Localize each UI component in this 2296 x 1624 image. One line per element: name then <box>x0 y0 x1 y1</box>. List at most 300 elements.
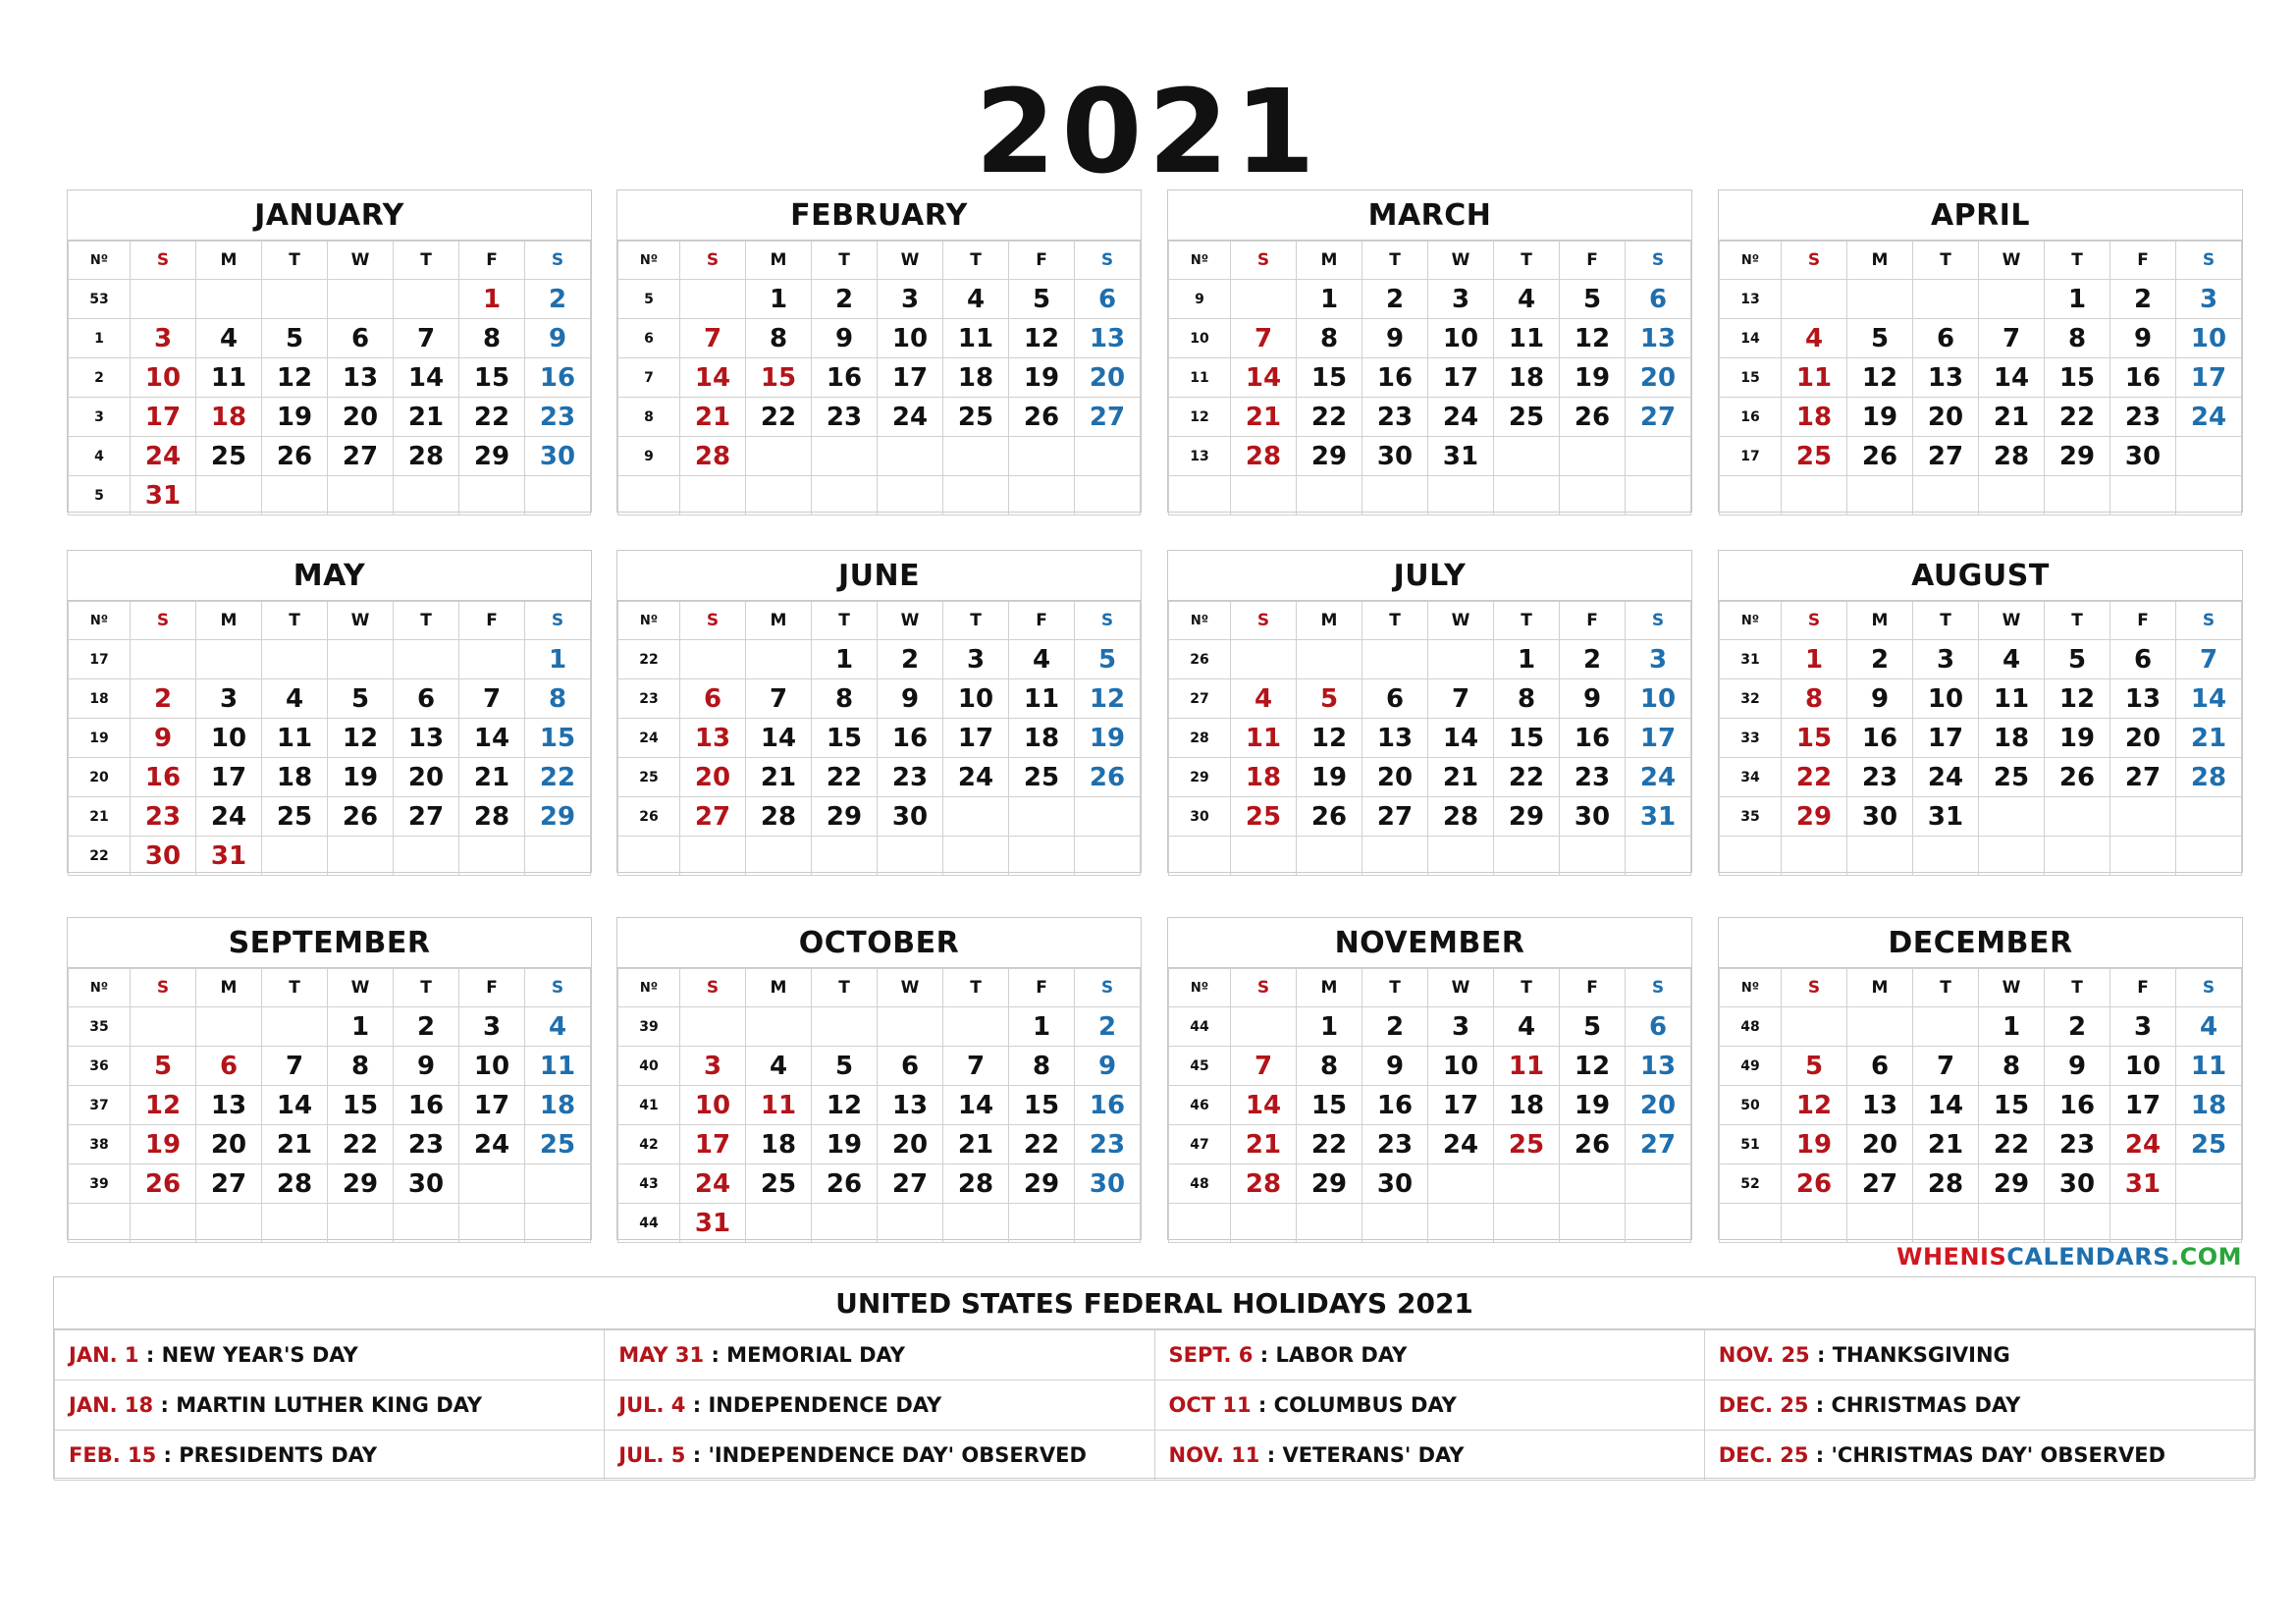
holiday-separator: : <box>1808 1443 1832 1467</box>
day-cell: 6 <box>328 319 394 358</box>
empty-cell <box>1075 797 1141 837</box>
weekday-header: S <box>1626 969 1691 1007</box>
weekday-header: M <box>196 602 262 640</box>
empty-cell <box>1847 280 1913 319</box>
day-cell: 24 <box>131 437 196 476</box>
day-cell: 18 <box>746 1125 812 1164</box>
weekday-header: F <box>1560 969 1626 1007</box>
week-number: 52 <box>1720 1164 1782 1204</box>
day-cell: 10 <box>2176 319 2242 358</box>
day-cell: 16 <box>878 719 943 758</box>
holiday-name: PRESIDENTS DAY <box>179 1443 378 1467</box>
day-cell: 26 <box>1782 1164 1847 1204</box>
day-cell: 22 <box>812 758 878 797</box>
empty-cell <box>1362 1204 1428 1243</box>
day-cell: 30 <box>2110 437 2176 476</box>
brand-logo[interactable] <box>1896 1239 2243 1274</box>
week-number: 42 <box>618 1125 680 1164</box>
weekday-header: T <box>1362 242 1428 280</box>
empty-cell <box>878 476 943 515</box>
weekday-header: F <box>459 969 525 1007</box>
weekday-header: T <box>262 602 328 640</box>
day-cell: 2 <box>394 1007 459 1047</box>
week-row <box>1169 1204 1691 1243</box>
empty-cell <box>812 476 878 515</box>
day-cell: 10 <box>459 1047 525 1086</box>
day-cell: 3 <box>1626 640 1691 679</box>
day-cell: 20 <box>1626 358 1691 398</box>
holiday-separator: : <box>1808 1393 1832 1417</box>
day-cell: 4 <box>196 319 262 358</box>
day-cell: 29 <box>812 797 878 837</box>
day-cell: 6 <box>1075 280 1141 319</box>
day-cell: 29 <box>1782 797 1847 837</box>
day-cell: 9 <box>394 1047 459 1086</box>
holiday-date: JUL. 5 <box>618 1443 686 1467</box>
day-cell: 21 <box>1979 398 2045 437</box>
empty-cell <box>680 837 746 876</box>
holiday-date: JUL. 4 <box>618 1393 686 1417</box>
day-cell: 24 <box>2110 1125 2176 1164</box>
weekday-header: W <box>328 242 394 280</box>
month-grid <box>1168 241 1691 515</box>
day-cell: 9 <box>2110 319 2176 358</box>
day-cell: 21 <box>680 398 746 437</box>
day-cell: 26 <box>2045 758 2110 797</box>
day-cell: 25 <box>196 437 262 476</box>
day-cell: 5 <box>1009 280 1075 319</box>
day-cell: 24 <box>943 758 1009 797</box>
day-cell: 16 <box>812 358 878 398</box>
day-cell: 7 <box>943 1047 1009 1086</box>
day-cell: 1 <box>328 1007 394 1047</box>
day-cell: 28 <box>680 437 746 476</box>
day-cell: 9 <box>1362 319 1428 358</box>
empty-cell <box>746 1007 812 1047</box>
day-cell: 14 <box>394 358 459 398</box>
day-cell: 10 <box>1913 679 1979 719</box>
empty-cell <box>746 476 812 515</box>
week-row <box>618 679 1141 719</box>
week-number: 22 <box>69 837 131 876</box>
day-cell: 19 <box>328 758 394 797</box>
weekday-header: S <box>1782 969 1847 1007</box>
day-cell: 2 <box>525 280 591 319</box>
day-cell: 30 <box>1847 797 1913 837</box>
weekday-header: M <box>1847 242 1913 280</box>
week-number: 41 <box>618 1086 680 1125</box>
weekday-header: M <box>746 242 812 280</box>
day-cell: 10 <box>943 679 1009 719</box>
empty-cell <box>1297 837 1362 876</box>
day-cell: 15 <box>1782 719 1847 758</box>
week-number: 25 <box>618 758 680 797</box>
weekday-header: S <box>1782 242 1847 280</box>
weekday-header: S <box>525 602 591 640</box>
week-number: 11 <box>1169 358 1231 398</box>
day-cell: 3 <box>459 1007 525 1047</box>
empty-cell <box>1782 476 1847 515</box>
week-row <box>1169 1164 1691 1204</box>
day-cell: 27 <box>1075 398 1141 437</box>
weekday-header: T <box>394 969 459 1007</box>
empty-cell <box>1231 1007 1297 1047</box>
day-cell: 8 <box>1297 1047 1362 1086</box>
day-cell: 30 <box>1560 797 1626 837</box>
month-title: JUNE <box>617 551 1141 601</box>
day-cell: 8 <box>812 679 878 719</box>
empty-cell <box>328 1204 394 1243</box>
week-row <box>69 837 591 876</box>
day-cell: 4 <box>1494 280 1560 319</box>
day-cell: 29 <box>1494 797 1560 837</box>
day-cell: 6 <box>2110 640 2176 679</box>
week-row <box>69 280 591 319</box>
day-cell: 14 <box>943 1086 1009 1125</box>
month-november <box>1167 917 1692 1240</box>
day-cell: 4 <box>943 280 1009 319</box>
week-number <box>1720 1204 1782 1243</box>
day-cell: 23 <box>878 758 943 797</box>
holiday-separator: : <box>1809 1343 1833 1367</box>
day-cell: 22 <box>1782 758 1847 797</box>
day-cell: 15 <box>1297 358 1362 398</box>
week-row <box>618 640 1141 679</box>
holiday-separator: : <box>685 1443 709 1467</box>
day-cell: 18 <box>262 758 328 797</box>
day-cell: 29 <box>1979 1164 2045 1204</box>
day-cell: 13 <box>1626 319 1691 358</box>
month-title: MAY <box>68 551 591 601</box>
empty-cell <box>2110 1204 2176 1243</box>
week-number: 19 <box>69 719 131 758</box>
holiday-separator: : <box>1253 1343 1276 1367</box>
week-number: 35 <box>69 1007 131 1047</box>
empty-cell <box>2045 797 2110 837</box>
day-cell: 18 <box>2176 1086 2242 1125</box>
week-row <box>1169 476 1691 515</box>
empty-cell <box>1009 837 1075 876</box>
week-number: 30 <box>1169 797 1231 837</box>
empty-cell <box>746 1204 812 1243</box>
day-cell: 15 <box>812 719 878 758</box>
day-cell: 3 <box>680 1047 746 1086</box>
week-number-header: Nº <box>618 602 680 640</box>
week-number: 48 <box>1169 1164 1231 1204</box>
weekday-header: M <box>746 602 812 640</box>
empty-cell <box>459 640 525 679</box>
day-cell: 22 <box>328 1125 394 1164</box>
month-grid <box>617 601 1141 876</box>
empty-cell <box>1913 1204 1979 1243</box>
day-cell: 8 <box>1297 319 1362 358</box>
empty-cell <box>1362 837 1428 876</box>
empty-cell <box>1782 280 1847 319</box>
day-cell: 22 <box>1494 758 1560 797</box>
day-cell: 13 <box>680 719 746 758</box>
holiday-name: CHRISTMAS DAY <box>1831 1393 2021 1417</box>
week-row <box>1720 1204 2242 1243</box>
day-cell: 18 <box>1231 758 1297 797</box>
weekday-header-row <box>618 242 1141 280</box>
holiday-separator: : <box>138 1343 162 1367</box>
day-cell: 27 <box>1913 437 1979 476</box>
day-cell: 18 <box>1494 1086 1560 1125</box>
day-cell: 3 <box>196 679 262 719</box>
week-number: 5 <box>69 476 131 515</box>
day-cell: 16 <box>1075 1086 1141 1125</box>
week-number: 35 <box>1720 797 1782 837</box>
weekday-header: T <box>2045 602 2110 640</box>
month-title: JULY <box>1168 551 1691 601</box>
weekday-header: F <box>1009 242 1075 280</box>
day-cell: 30 <box>131 837 196 876</box>
week-row <box>1720 319 2242 358</box>
day-cell: 12 <box>1782 1086 1847 1125</box>
day-cell: 11 <box>1494 1047 1560 1086</box>
day-cell: 27 <box>680 797 746 837</box>
week-row <box>69 1007 591 1047</box>
weekday-header: T <box>262 242 328 280</box>
week-row <box>618 476 1141 515</box>
day-cell: 18 <box>943 358 1009 398</box>
day-cell: 22 <box>2045 398 2110 437</box>
month-title: APRIL <box>1719 190 2242 241</box>
weekday-header: M <box>1847 602 1913 640</box>
week-row <box>618 837 1141 876</box>
empty-cell <box>1231 837 1297 876</box>
weekday-header: T <box>1913 602 1979 640</box>
weekday-header: T <box>943 969 1009 1007</box>
holiday-name: 'CHRISTMAS DAY' OBSERVED <box>1831 1443 2166 1467</box>
day-cell: 2 <box>1847 640 1913 679</box>
day-cell: 13 <box>328 358 394 398</box>
empty-cell <box>328 837 394 876</box>
weekday-header: W <box>878 602 943 640</box>
day-cell: 24 <box>2176 398 2242 437</box>
day-cell: 6 <box>394 679 459 719</box>
day-cell: 16 <box>2045 1086 2110 1125</box>
day-cell: 11 <box>196 358 262 398</box>
weekday-header: F <box>459 602 525 640</box>
empty-cell <box>1494 1204 1560 1243</box>
week-row <box>618 319 1141 358</box>
day-cell: 9 <box>2045 1047 2110 1086</box>
day-cell: 16 <box>1560 719 1626 758</box>
week-row <box>618 719 1141 758</box>
empty-cell <box>196 1007 262 1047</box>
holiday-entry <box>1704 1431 2254 1481</box>
day-cell: 9 <box>525 319 591 358</box>
day-cell: 5 <box>262 319 328 358</box>
week-number: 8 <box>618 398 680 437</box>
day-cell: 4 <box>1494 1007 1560 1047</box>
weekday-header: W <box>328 602 394 640</box>
day-cell: 22 <box>525 758 591 797</box>
empty-cell <box>1626 437 1691 476</box>
day-cell: 7 <box>2176 640 2242 679</box>
empty-cell <box>1362 640 1428 679</box>
day-cell: 16 <box>2110 358 2176 398</box>
empty-cell <box>525 1164 591 1204</box>
day-cell: 24 <box>1428 1125 1494 1164</box>
day-cell: 18 <box>525 1086 591 1125</box>
empty-cell <box>1913 280 1979 319</box>
weekday-header: W <box>878 969 943 1007</box>
day-cell: 19 <box>1782 1125 1847 1164</box>
day-cell: 21 <box>394 398 459 437</box>
empty-cell <box>1009 1204 1075 1243</box>
day-cell: 17 <box>2110 1086 2176 1125</box>
month-october <box>616 917 1142 1240</box>
empty-cell <box>1075 837 1141 876</box>
empty-cell <box>1847 1204 1913 1243</box>
day-cell: 12 <box>1560 1047 1626 1086</box>
day-cell: 2 <box>1362 1007 1428 1047</box>
day-cell: 20 <box>196 1125 262 1164</box>
week-number-header: Nº <box>69 602 131 640</box>
empty-cell <box>262 280 328 319</box>
month-july <box>1167 550 1692 873</box>
empty-cell <box>1075 437 1141 476</box>
day-cell: 10 <box>1428 1047 1494 1086</box>
month-february <box>616 189 1142 513</box>
day-cell: 30 <box>1362 1164 1428 1204</box>
empty-cell <box>878 437 943 476</box>
month-grid <box>1168 601 1691 876</box>
week-row <box>1169 1125 1691 1164</box>
day-cell: 8 <box>1979 1047 2045 1086</box>
day-cell: 3 <box>1428 1007 1494 1047</box>
day-cell: 30 <box>1075 1164 1141 1204</box>
day-cell: 8 <box>2045 319 2110 358</box>
month-december <box>1718 917 2243 1240</box>
day-cell: 13 <box>1362 719 1428 758</box>
day-cell: 29 <box>1297 1164 1362 1204</box>
week-row <box>1169 719 1691 758</box>
week-row <box>69 437 591 476</box>
empty-cell <box>196 280 262 319</box>
month-title: DECEMBER <box>1719 918 2242 968</box>
day-cell: 31 <box>2110 1164 2176 1204</box>
day-cell: 23 <box>131 797 196 837</box>
holiday-entry <box>55 1380 605 1431</box>
day-cell: 6 <box>196 1047 262 1086</box>
day-cell: 12 <box>1847 358 1913 398</box>
week-row <box>618 1164 1141 1204</box>
empty-cell <box>1009 797 1075 837</box>
day-cell: 15 <box>1979 1086 2045 1125</box>
day-cell: 1 <box>1782 640 1847 679</box>
week-number: 26 <box>1169 640 1231 679</box>
day-cell: 11 <box>943 319 1009 358</box>
empty-cell <box>1626 837 1691 876</box>
day-cell: 31 <box>1913 797 1979 837</box>
month-grid <box>68 241 591 515</box>
week-row <box>1720 719 2242 758</box>
weekday-header: T <box>1913 242 1979 280</box>
empty-cell <box>1782 1007 1847 1047</box>
brand-part-2: CALENDARS <box>2006 1243 2170 1271</box>
day-cell: 22 <box>1297 398 1362 437</box>
empty-cell <box>1560 1204 1626 1243</box>
weekday-header: F <box>1009 602 1075 640</box>
week-number: 1 <box>69 319 131 358</box>
day-cell: 14 <box>1231 358 1297 398</box>
empty-cell <box>1979 837 2045 876</box>
empty-cell <box>131 1007 196 1047</box>
weekday-header: M <box>1297 242 1362 280</box>
day-cell: 1 <box>459 280 525 319</box>
week-number-header: Nº <box>1169 242 1231 280</box>
day-cell: 23 <box>2045 1125 2110 1164</box>
week-row <box>1720 797 2242 837</box>
week-number <box>1169 1204 1231 1243</box>
empty-cell <box>1979 797 2045 837</box>
week-number: 27 <box>1169 679 1231 719</box>
empty-cell <box>1979 1204 2045 1243</box>
day-cell: 8 <box>525 679 591 719</box>
week-row <box>1720 476 2242 515</box>
week-row <box>1720 398 2242 437</box>
weekday-header: T <box>1494 242 1560 280</box>
empty-cell <box>1231 476 1297 515</box>
week-number: 45 <box>1169 1047 1231 1086</box>
day-cell: 24 <box>196 797 262 837</box>
day-cell: 26 <box>328 797 394 837</box>
day-cell: 23 <box>525 398 591 437</box>
week-row <box>1720 640 2242 679</box>
week-row <box>1720 437 2242 476</box>
day-cell: 20 <box>878 1125 943 1164</box>
empty-cell <box>196 1204 262 1243</box>
holiday-separator: : <box>1259 1443 1283 1467</box>
week-row <box>618 398 1141 437</box>
empty-cell <box>746 437 812 476</box>
week-number-header: Nº <box>1720 242 1782 280</box>
empty-cell <box>1560 837 1626 876</box>
week-number <box>1169 837 1231 876</box>
week-row <box>69 1125 591 1164</box>
month-april <box>1718 189 2243 513</box>
empty-cell <box>680 1007 746 1047</box>
day-cell: 27 <box>1362 797 1428 837</box>
weekday-header-row <box>618 969 1141 1007</box>
empty-cell <box>943 1007 1009 1047</box>
week-number: 15 <box>1720 358 1782 398</box>
empty-cell <box>131 1204 196 1243</box>
day-cell: 9 <box>1075 1047 1141 1086</box>
day-cell: 13 <box>1075 319 1141 358</box>
week-row <box>1169 319 1691 358</box>
day-cell: 26 <box>1075 758 1141 797</box>
day-cell: 21 <box>1913 1125 1979 1164</box>
week-row <box>69 679 591 719</box>
weekday-header: F <box>1560 602 1626 640</box>
holiday-date: NOV. 11 <box>1168 1443 1260 1467</box>
day-cell: 25 <box>2176 1125 2242 1164</box>
empty-cell <box>1428 476 1494 515</box>
week-row <box>69 319 591 358</box>
empty-cell <box>1913 1007 1979 1047</box>
holiday-date: MAY 31 <box>618 1343 705 1367</box>
weekday-header: F <box>2110 969 2176 1007</box>
day-cell: 7 <box>1428 679 1494 719</box>
empty-cell <box>131 280 196 319</box>
day-cell: 29 <box>525 797 591 837</box>
empty-cell <box>1626 476 1691 515</box>
day-cell: 9 <box>131 719 196 758</box>
